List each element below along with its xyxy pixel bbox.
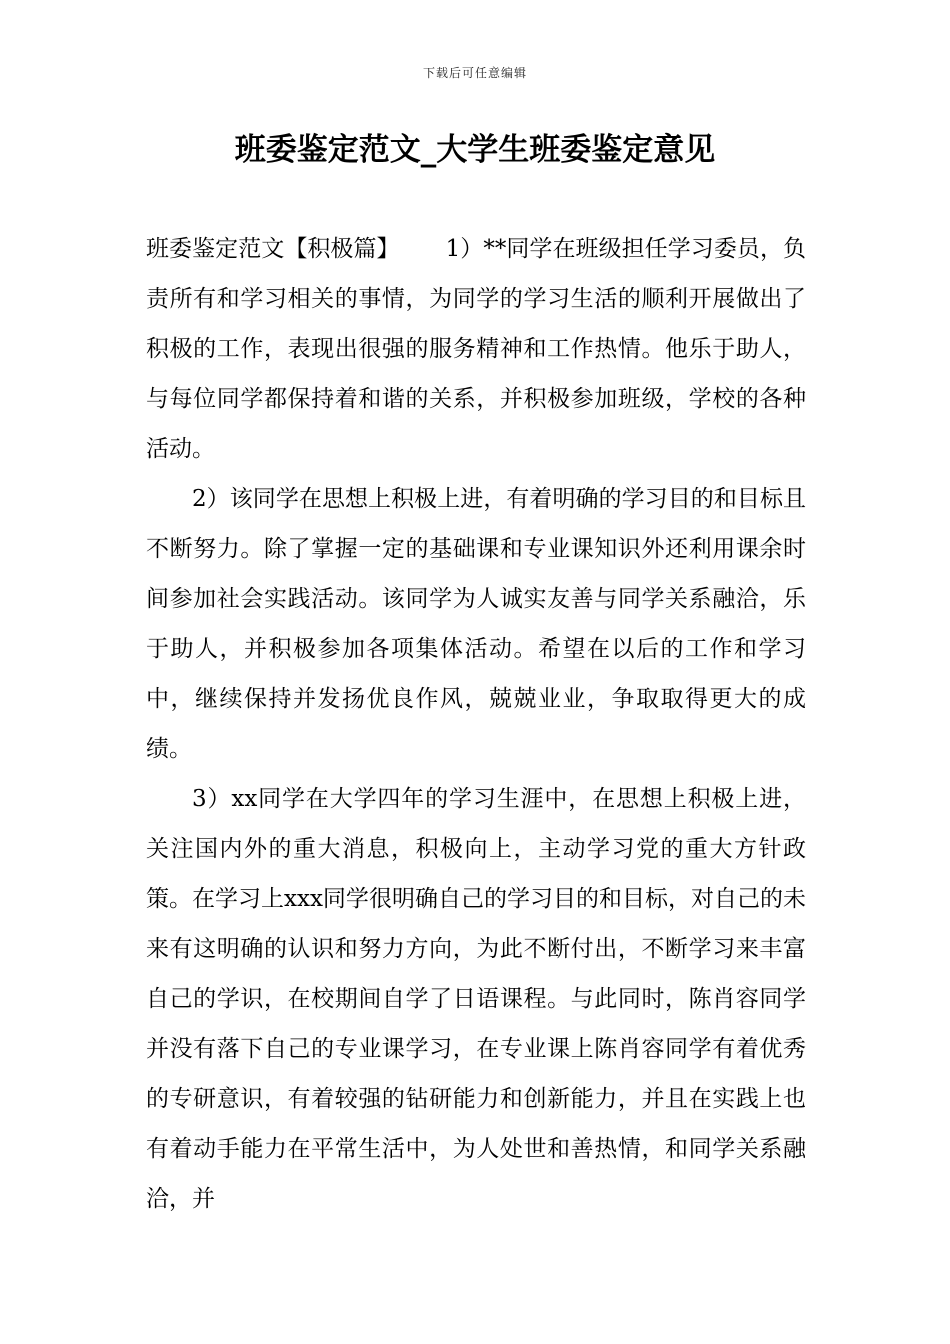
paragraph-1-text: 1）**同学在班级担任学习委员，负责所有和学习相关的事情，为同学的学习生活的顺利开展做出了积极的工作，表现出很强的服务精神和工作热情。他乐于助人，与每位同学都保持着和谐的关系，并积极参加班级，学校的各种活动。: [146, 236, 806, 462]
paragraph-3: 3）xx同学在大学四年的学习生涯中，在思想上积极上进，关注国内外的重大消息，积极向上，主动学习党的重大方针政策。在学习上xxx同学很明确自己的学习目的和目标，对自己的未来有这明确的认识和努力方向，为此不断付出，不断学习来丰富自己的学识，在校期间自学了日语课程。与此同时，陈肖容同学并没有落下自己的专业课学习，在专业课上陈肖容同学有着优秀的专研意识，有着较强的钻研能力和创新能力，并且在实践上也有着动手能力在平常生活中，为人处世和善热情，和同学关系融洽，并: [146, 786, 806, 1212]
paragraph-1: [146, 224, 806, 474]
header-note: 下载后可任意编辑: [422, 66, 527, 80]
paragraph-2: 2）该同学在思想上积极上进，有着明确的学习目的和目标且不断努力。除了掌握一定的基础课和专业课知识外还利用课余时间参加社会实践活动。该同学为人诚实友善与同学关系融洽，乐于助人，并积极参加各项集体活动。希望在以后的工作和学习中，继续保持并发扬优良作风，兢兢业业，争取取得更大的成绩。: [146, 486, 806, 762]
document-body: [146, 224, 806, 1224]
document-title: 班委鉴定范文_大学生班委鉴定意见: [234, 132, 716, 168]
lead-label: 班委鉴定范文【积极篇】: [146, 236, 400, 262]
